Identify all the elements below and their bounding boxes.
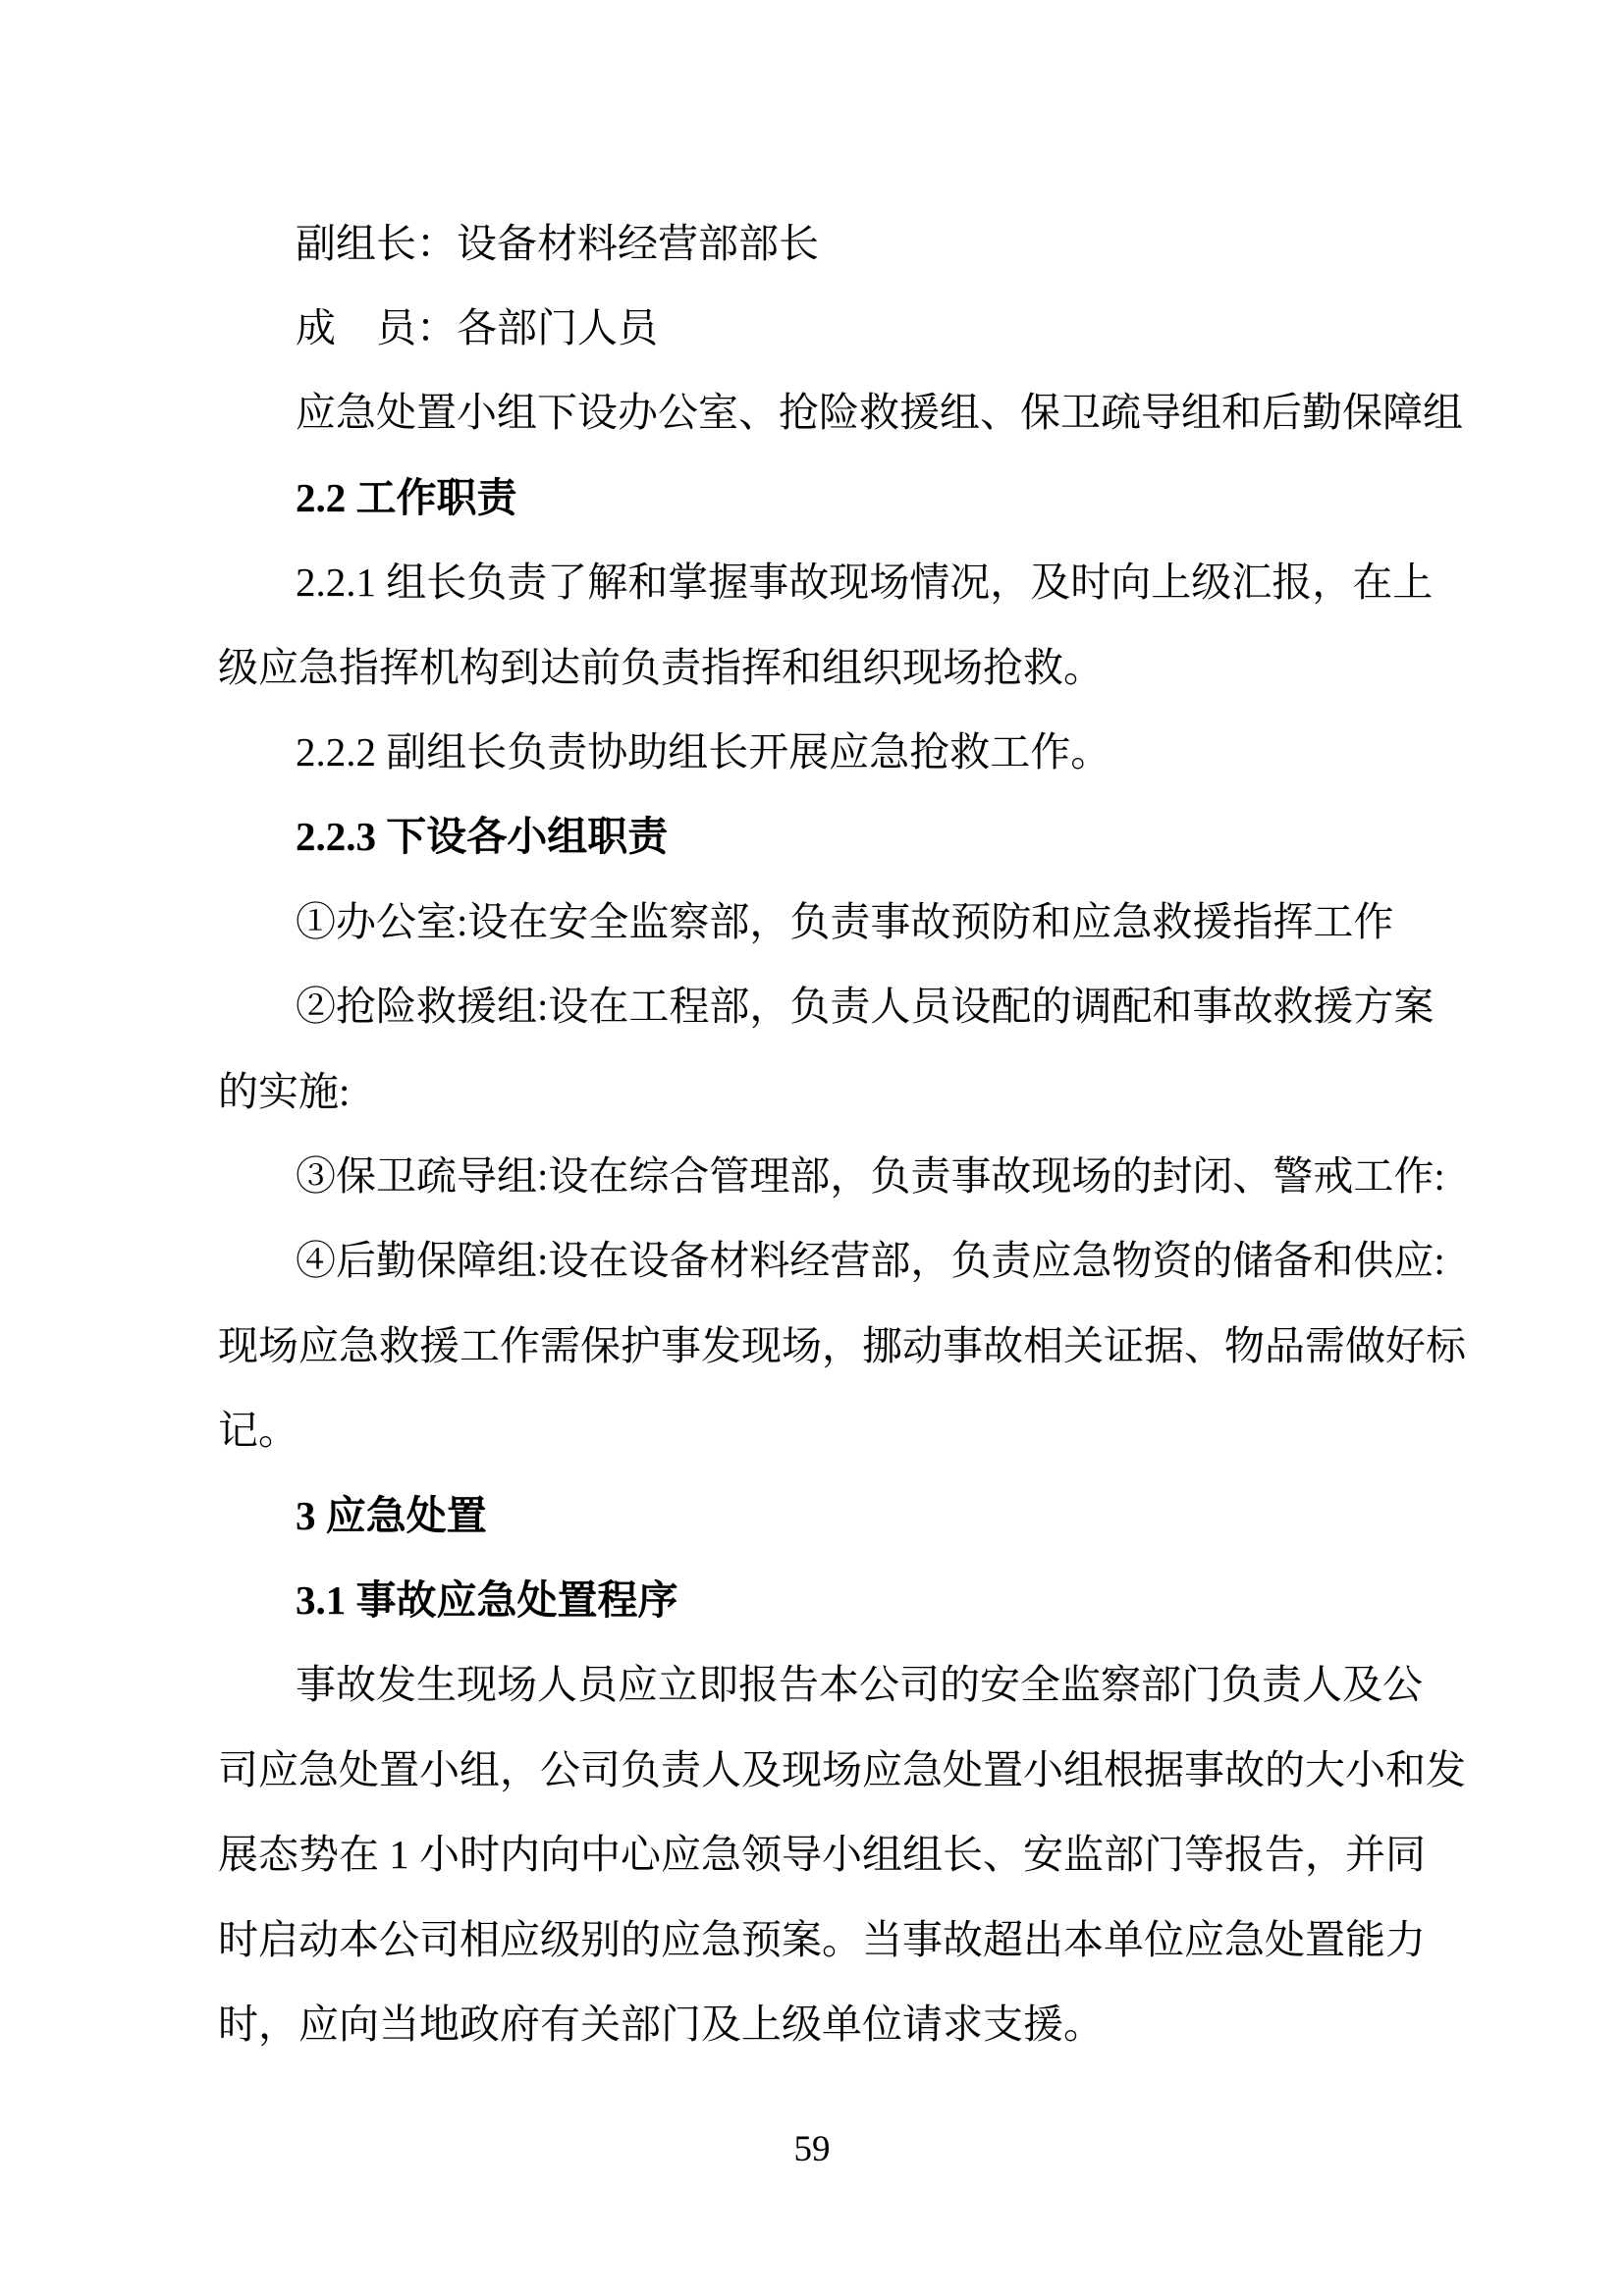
line-site-protection-part1: 现场应急救援工作需保护事发现场，挪动事故相关证据、物品需做好标 (218, 1322, 1466, 1368)
heading-2-2: 2.2 工作职责 (296, 474, 517, 520)
line-subgroups-intro: 应急处置小组下设办公室、抢险救援组、保卫疏导组和后勤保障组 (296, 390, 1463, 436)
line-item-3-security: ③保卫疏导组:设在综合管理部，负责事故现场的封闭、警戒工作: (296, 1152, 1445, 1199)
page-number: 59 (793, 2129, 831, 2169)
line-deputy-leader: 副组长：设备材料经营部部长 (296, 220, 819, 266)
line-item-2-rescue-part2: 的实施: (218, 1068, 351, 1114)
line-item-4-logistics: ④后勤保障组:设在设备材料经营部，负责应急物资的储备和供应: (296, 1238, 1445, 1284)
line-procedure-part4: 时启动本公司相应级别的应急预案。当事故超出本单位应急处置能力 (218, 1916, 1426, 1962)
line-procedure-part5: 时，应向当地政府有关部门及上级单位请求支援。 (218, 2001, 1104, 2047)
line-procedure-part2: 司应急处置小组，公司负责人及现场应急处置小组根据事故的大小和发 (218, 1746, 1466, 1792)
document-text-block (218, 201, 1466, 2067)
heading-3: 3 应急处置 (296, 1492, 487, 1538)
line-members: 成 员：各部门人员 (296, 305, 658, 351)
line-2-2-1-part1: 2.2.1 组长负责了解和掌握事故现场情况，及时向上级汇报，在上 (296, 560, 1434, 606)
line-item-2-rescue-part1: ②抢险救援组:设在工程部，负责人员设配的调配和事故救援方案 (296, 984, 1435, 1030)
line-procedure-part3: 展态势在 1 小时内向中心应急领导小组组长、安监部门等报告，并同 (218, 1832, 1426, 1878)
line-procedure-part1: 事故发生现场人员应立即报告本公司的安全监察部门负责人及公 (296, 1662, 1423, 1708)
heading-3-1: 3.1 事故应急处置程序 (296, 1576, 678, 1623)
line-site-protection-part2: 记。 (218, 1408, 298, 1454)
line-2-2-1-part2: 级应急指挥机构到达前负责指挥和组织现场抢救。 (218, 644, 1104, 690)
line-2-2-2: 2.2.2 副组长负责协助组长开展应急抢救工作。 (296, 729, 1111, 775)
heading-2-2-3: 2.2.3 下设各小组职责 (296, 814, 669, 860)
line-item-1-office: ①办公室:设在安全监察部，负责事故预防和应急救援指挥工作 (296, 898, 1394, 944)
